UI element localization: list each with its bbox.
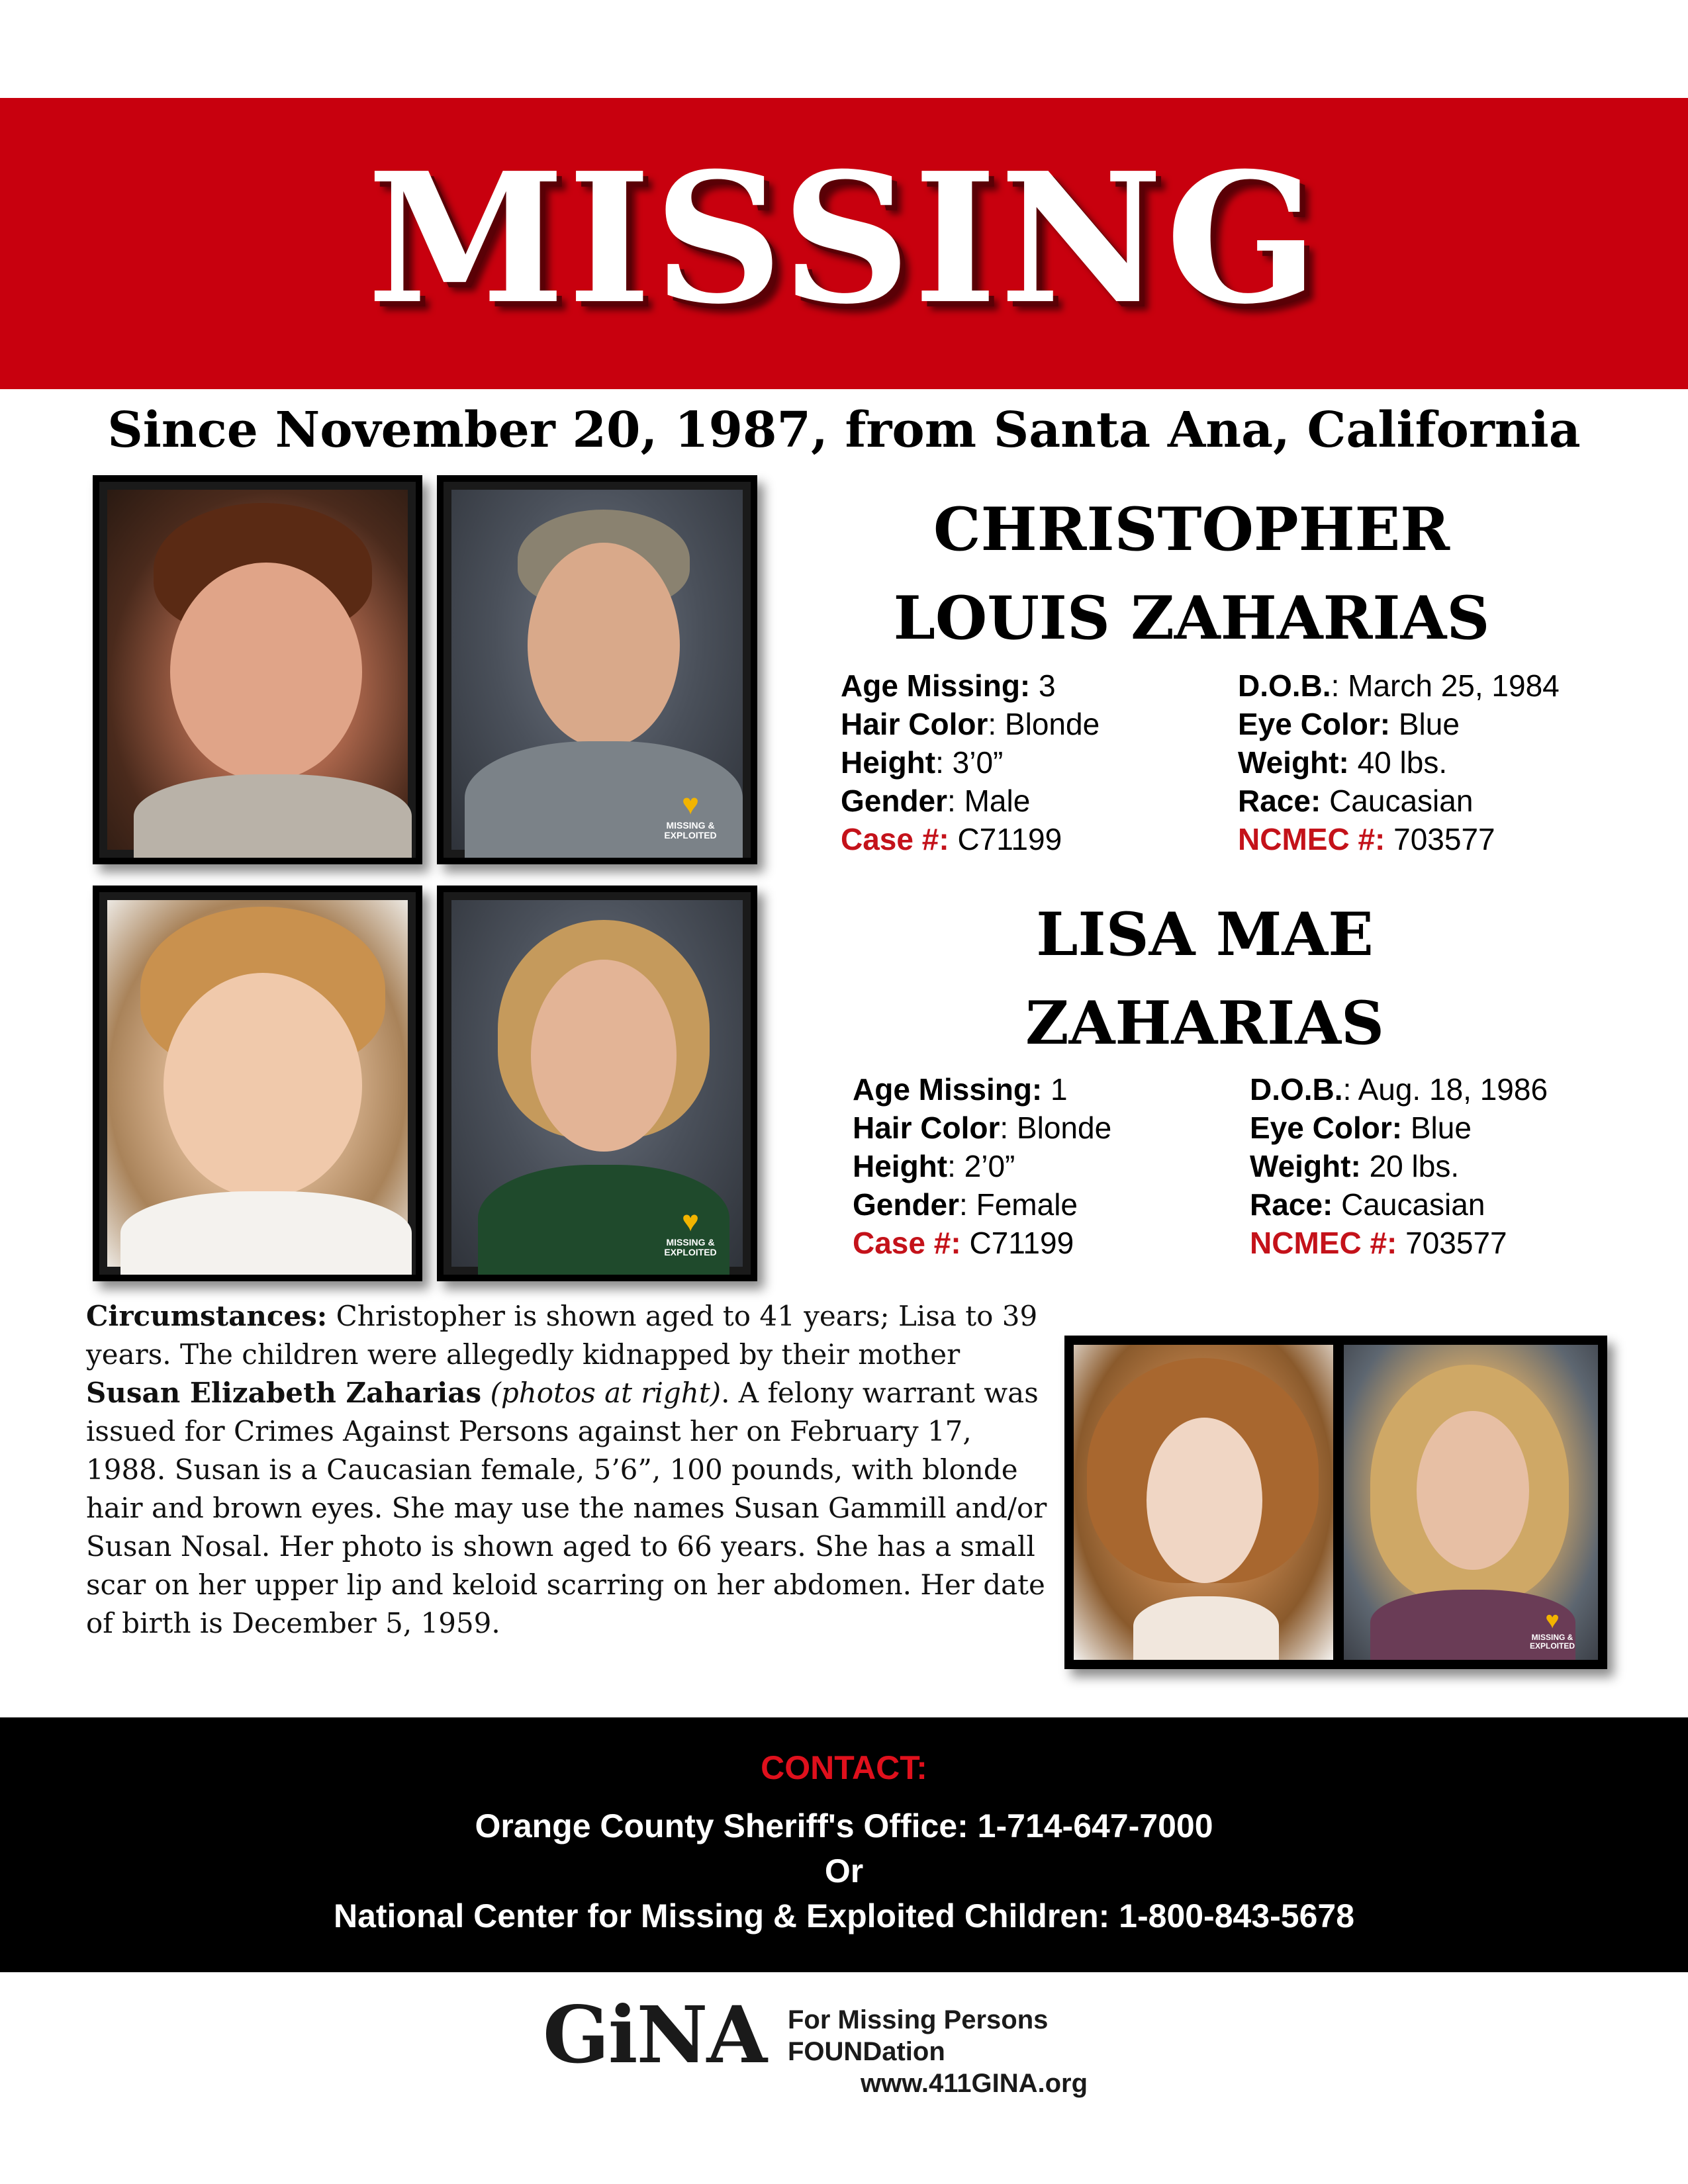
photo-christopher-age-progressed	[437, 475, 757, 864]
child2-name-line2: ZAHARIAS	[1025, 988, 1385, 1058]
page-title: MISSING	[367, 133, 1321, 343]
child1-facts-left	[841, 666, 1211, 858]
child1-age-missing: Age Missing: 3	[841, 668, 1056, 703]
child2-name-line1: LISA MAE	[1036, 899, 1374, 970]
child2-case-number: Case #: C71199	[853, 1226, 1074, 1260]
child2-facts-right	[1250, 1070, 1620, 1262]
circumstances-label: Circumstances:	[86, 1300, 328, 1332]
photo-suspect-age-progressed	[1344, 1345, 1598, 1660]
gina-url[interactable]: www.411GINA.org	[861, 2069, 1088, 2098]
gina-tagline-line1: For Missing Persons FOUNDation	[788, 2005, 1049, 2066]
missing-since-line: Since November 20, 1987, from Santa Ana, California	[107, 402, 1581, 459]
child2-ncmec-number: NCMEC #: 703577	[1250, 1226, 1507, 1260]
child1-weight: Weight: 40 lbs.	[1238, 745, 1448, 780]
circumstances-part-a: Christopher is shown aged to 41 years; Lisa to 39 years. The children were allegedly kidnapped by their mother	[86, 1300, 1038, 1371]
child1-eye-color: Eye Color: Blue	[1238, 707, 1460, 741]
ncmec-logo-icon: ♥ MISSING & EXPLOITED	[664, 1205, 717, 1257]
photos-note: (photos at right)	[490, 1377, 722, 1409]
child2-eye-color: Eye Color: Blue	[1250, 1111, 1472, 1145]
contact-sheriff: Orange County Sheriff's Office: 1-714-647-7000	[475, 1807, 1213, 1844]
child2-dob: D.O.B.: Aug. 18, 1986	[1250, 1072, 1548, 1107]
child2-age-missing: Age Missing: 1	[853, 1072, 1068, 1107]
gina-tagline	[788, 2004, 1185, 2099]
child2-weight: Weight: 20 lbs.	[1250, 1149, 1460, 1183]
child1-height: Height: 3’0”	[841, 745, 1004, 780]
child1-dob: D.O.B.: March 25, 1984	[1238, 668, 1560, 703]
child2-facts-left	[853, 1070, 1223, 1262]
child2-hair-color: Hair Color: Blonde	[853, 1111, 1112, 1145]
child1-ncmec-number: NCMEC #: 703577	[1238, 822, 1495, 856]
gina-logo: GiNA	[543, 1989, 767, 2081]
contact-ncmec: National Center for Missing & Exploited Children: 1-800-843-5678	[333, 1897, 1355, 1934]
circumstances-part-b: . A felony warrant was issued for Crimes Against Persons against her on February 17, 1988. Susan is a Caucasian female, 5’6”, 100 pounds, with blonde hair and brown eyes. She may use the names Susan Gammill and/or Susan Nosal. Her photo is shown aged to 66 years. She has a small scar on her upper lip and keloid scarring on her abdomen. Her date of birth is December 5, 1959.	[86, 1377, 1047, 1639]
child1-name-line2: LOUIS ZAHARIAS	[893, 583, 1490, 653]
suspect-name: Susan Elizabeth Zaharias	[86, 1377, 482, 1409]
child2-race: Race: Caucasian	[1250, 1187, 1485, 1222]
child2-height: Height: 2’0”	[853, 1149, 1015, 1183]
photo-lisa-child	[93, 886, 422, 1281]
ncmec-logo-icon: ♥ MISSING & EXPLOITED	[664, 788, 717, 841]
circumstances-text	[86, 1297, 1059, 1643]
ncmec-logo-icon: ♥ MISSING & EXPLOITED	[1529, 1606, 1575, 1651]
child1-case-number: Case #: C71199	[841, 822, 1062, 856]
photo-lisa-age-progressed	[437, 886, 757, 1281]
photo-christopher-child	[93, 475, 422, 864]
child1-race: Race: Caucasian	[1238, 784, 1474, 818]
child1-facts-right	[1238, 666, 1609, 858]
child1-gender: Gender: Male	[841, 784, 1031, 818]
child2-gender: Gender: Female	[853, 1187, 1078, 1222]
child1-name-line1: CHRISTOPHER	[933, 494, 1450, 565]
child1-hair-color: Hair Color: Blonde	[841, 707, 1100, 741]
photo-suspect-original	[1074, 1345, 1333, 1660]
contact-or: Or	[824, 1852, 864, 1889]
contact-label: CONTACT:	[761, 1749, 927, 1786]
